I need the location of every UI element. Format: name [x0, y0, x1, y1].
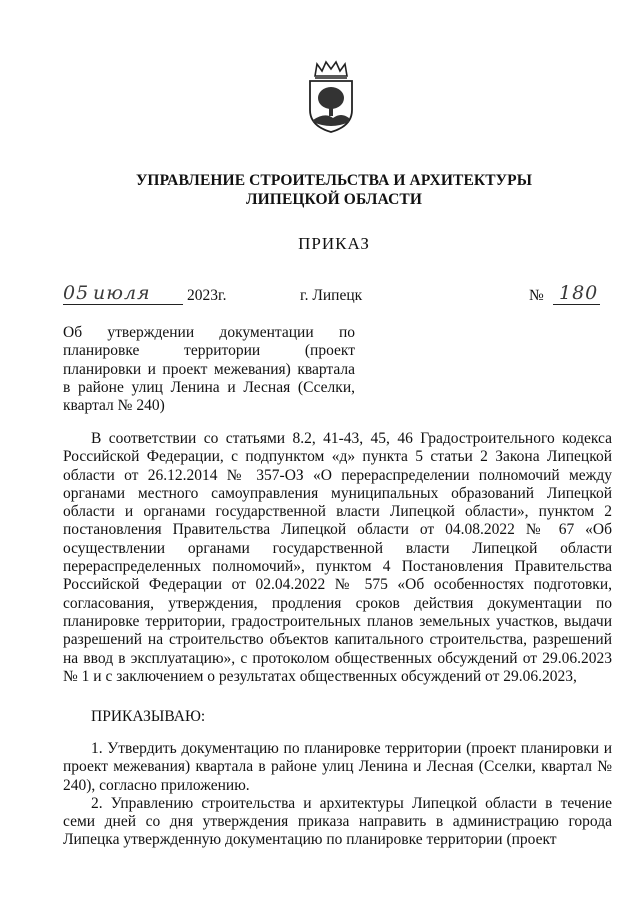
date-year: 2023г.	[187, 287, 227, 304]
date-underline	[63, 304, 183, 305]
order-items	[63, 740, 612, 850]
document-subject: Об утверждении документации по планировке территории (проект планировки и проект межевания) квартала в районе улиц Ленина и Лесная (Сселки, квартал № 240)	[63, 324, 355, 415]
number-underline	[553, 304, 600, 305]
document-body	[63, 430, 612, 686]
lipetsk-coat-of-arms-icon	[305, 60, 357, 134]
document-type-title: ПРИКАЗ	[298, 234, 370, 253]
city-name: г. Липецк	[300, 287, 363, 304]
order-item-2: 2. Управлению строительства и архитектуры Липецкой области в течение семи дней со дня утверждения приказа направить в администрацию города Липецка утвержденную документацию по планировке территории (проект	[63, 794, 612, 849]
document-number: 180	[559, 282, 599, 304]
order-item-1: 1. Утвердить документацию по планировке территории (проект планировки и проект межевания) квартала в районе улиц Ленина и Лесная (Сселки, квартал № 240), согласно приложению.	[63, 740, 612, 794]
date-number-line	[63, 282, 603, 311]
organization-name-line2: ЛИПЕЦКОЙ ОБЛАСТИ	[246, 191, 422, 208]
preamble-paragraph: В соответствии со статьями 8.2, 41-43, 45, 46 Градостроительного кодекса Российской Федерации, с подпунктом «д» пункта 5 статьи 2 Закона Липецкой области от 26.12.2014 № 357-ОЗ «О перераспределении полномочий между органами местного самоуправления муниципальных образований Липецкой области и органами государственной власти Липецкой области», пунктом 2 постановления Правительства Липецкой области от 04.08.2022 № 67 «Об осуществлении органами государственной власти Липецкой области перераспределенных полномочий», пунктом 4 Постановления Правительства Российской Федерации от 02.04.2022 № 575 «Об особенностях подготовки, согласования, утверждения, продления сроков действия документации по планировке территории, градостроительных планов земельных участков, выдачи разрешений на строительство объектов капитального строительства, разрешений на ввод в эксплуатацию», с протоколом общественных обсуждений от 29.06.2023 № 1 и с заключением о результатах общественных обсуждений от 29.06.2023,	[63, 430, 612, 685]
date-day: 05	[63, 282, 90, 304]
date-month: июля	[93, 282, 151, 304]
order-word: ПРИКАЗЫВАЮ:	[91, 708, 206, 725]
number-label: №	[529, 287, 544, 304]
organization-name-line1: УПРАВЛЕНИЕ СТРОИТЕЛЬСТВА И АРХИТЕКТУРЫ	[135, 172, 533, 189]
